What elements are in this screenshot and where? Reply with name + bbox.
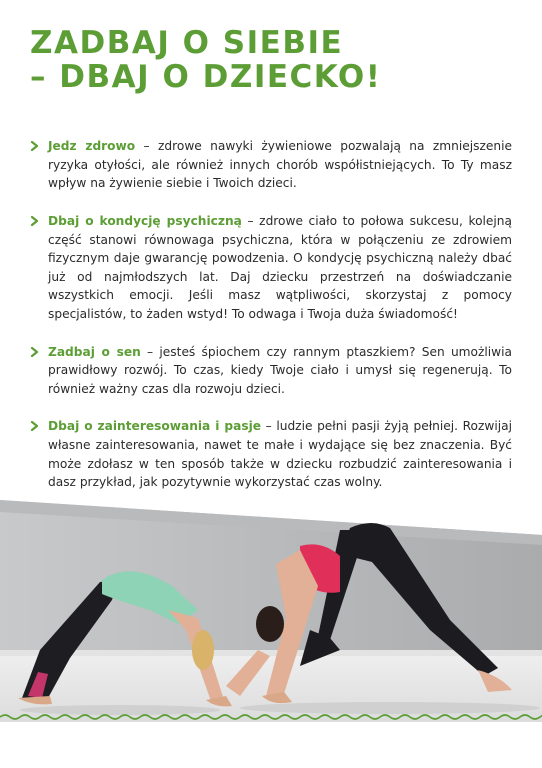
tip-heading: Dbaj o zainteresowania i pasje xyxy=(48,419,262,434)
tip-text: – zdrowe ciało to połowa sukcesu, kolejną część stanowi równowaga psychiczna, która w połączeniu ze zdrowiem fizycznym daje gwarancję powodzenia. O kondycję psychiczną należy dbać już od najmłodszych lat. Daj dziecku przestrzeń na doświadczanie wszystkich emocji. Jeśli masz wątpliwości, skorzystaj z pomocy specjalistów, to żaden wstyd! To odwaga i Twoja duża świadomość! xyxy=(48,213,513,321)
title-line-1: ZADBAJ O SIEBIE xyxy=(30,25,344,61)
tip-text: – zdrowe nawyki żywieniowe pozwalają na zmniejszenie ryzyka otyłości, ale również innych chorób współistniejących. To Ty masz wpływ na żywienie siebie i Twoich dzieci. xyxy=(48,139,512,191)
tip-text: – jesteś śpiochem czy rannym ptaszkiem? Sen umożliwia prawidłowy rozwój. To czas, kiedy Twoje ciało i umysł się regenerują. To również ważny czas dla rozwoju dzieci. xyxy=(48,344,513,396)
tip-heading: Zadbaj o sen xyxy=(48,344,141,359)
chevron-right-icon xyxy=(30,347,40,357)
page-title xyxy=(30,26,381,94)
title-line-2: – DBAJ O DZIECKO! xyxy=(30,59,382,95)
tip-item xyxy=(30,417,512,491)
yoga-photo xyxy=(0,500,542,722)
tips-list xyxy=(30,125,512,511)
tip-heading: Dbaj o kondycję psychiczną xyxy=(48,213,242,228)
chevron-right-icon xyxy=(30,421,40,431)
wave-divider xyxy=(0,712,542,722)
tip-text: – ludzie pełni pasji żyją pełniej. Rozwijaj własne zainteresowania, nawet te małe i wydające się bez znaczenia. Być może zdołasz w ten sposób także w dziecku rozbudzić zainteresowania i dasz przykład, jak pozytywnie wykorzystać czas wolny. xyxy=(48,419,513,490)
tip-item xyxy=(30,343,512,399)
tip-heading: Jedz zdrowo xyxy=(48,139,136,154)
chevron-right-icon xyxy=(30,141,40,151)
tip-item xyxy=(30,137,512,193)
tip-item xyxy=(30,212,512,324)
chevron-right-icon xyxy=(30,216,40,226)
